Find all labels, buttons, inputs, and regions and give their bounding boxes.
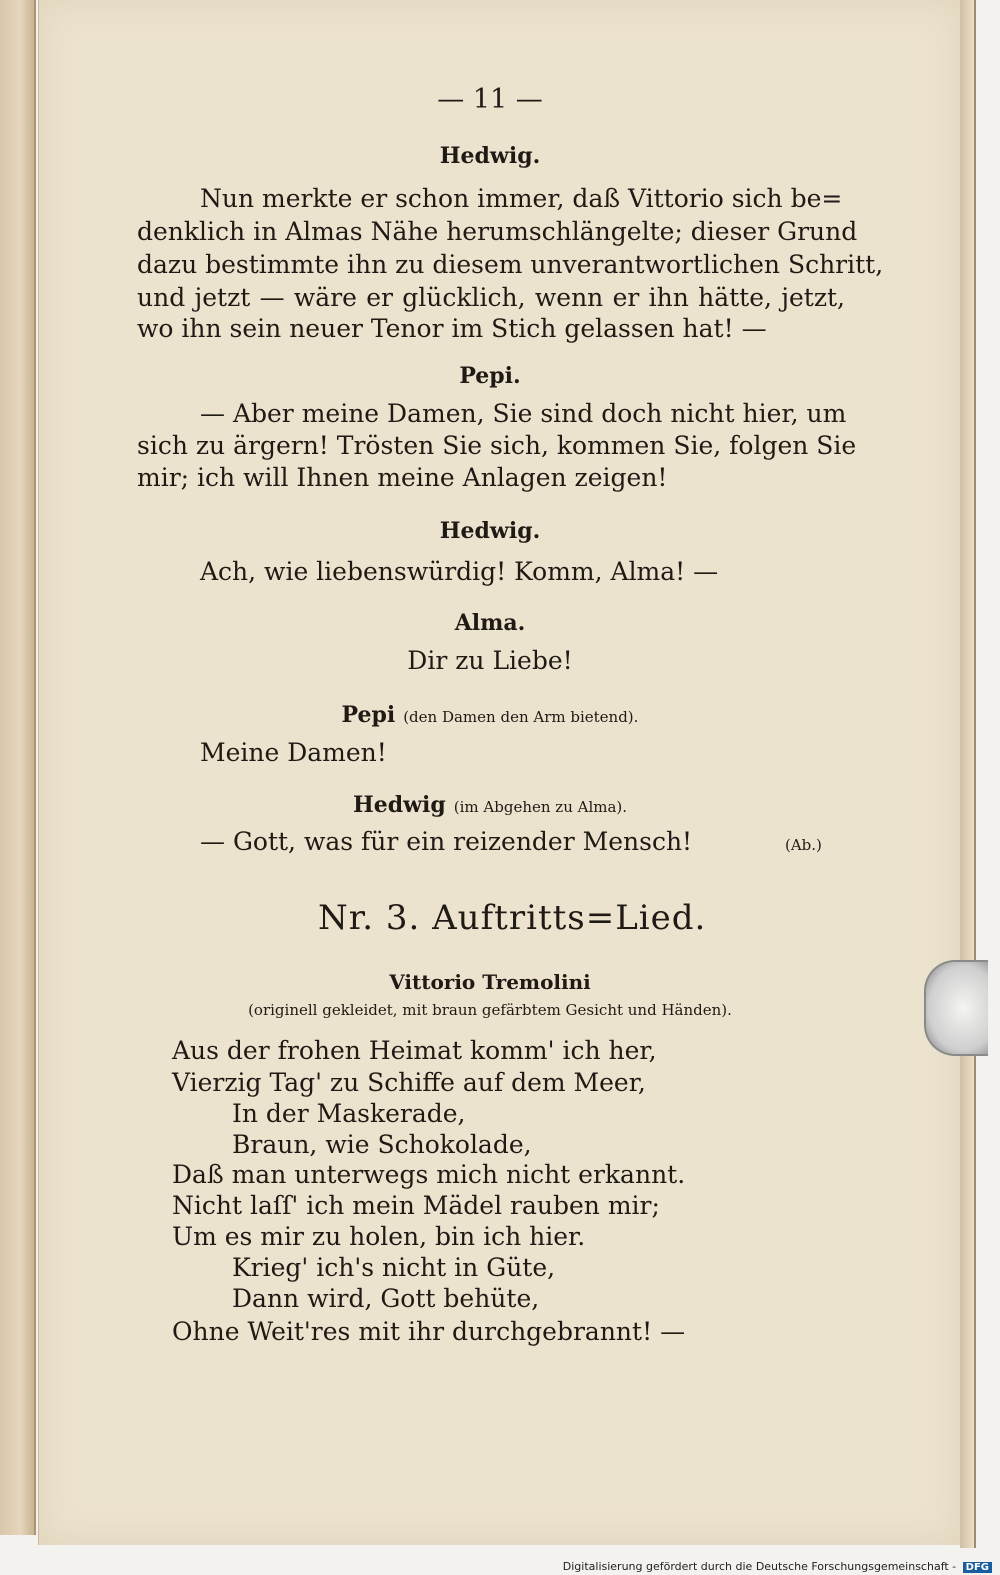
- song-direction: (originell gekleidet, mit braun gefärbtem Gesicht und Händen).: [248, 1001, 732, 1019]
- song-line: Vierzig Tag' zu Schiffe auf dem Meer,: [172, 1068, 646, 1097]
- digitization-credit: [563, 1560, 992, 1573]
- song-line: Aus der frohen Heimat komm' ich her,: [172, 1036, 657, 1065]
- text-line: denklich in Almas Nähe herumschlängelte; dieser Grund: [137, 217, 858, 246]
- facing-page-edge: [0, 0, 36, 1535]
- page-stack-edge: [960, 0, 976, 1548]
- song-line: Nicht laſſ' ich mein Mädel rauben mir;: [172, 1191, 660, 1220]
- text-line: mir; ich will Ihnen meine Anlagen zeigen!: [137, 463, 668, 492]
- text-line: sich zu ärgern! Trösten Sie sich, kommen Sie, folgen Sie: [137, 431, 857, 460]
- song-line: In der Maskerade,: [232, 1099, 466, 1128]
- speaker-pepi-1: Pepi.: [459, 363, 521, 389]
- stage-direction-exit: (Ab.): [785, 836, 822, 854]
- page-number: — 11 —: [437, 84, 543, 115]
- speaker-hedwig-2: Hedwig.: [439, 518, 541, 544]
- speaker-alma: Alma.: [454, 610, 526, 636]
- text-line: — Aber meine Damen, Sie sind doch nicht hier, um: [200, 399, 847, 428]
- song-line: Um es mir zu holen, bin ich hier.: [172, 1222, 586, 1251]
- text-line: — Gott, was für ein reizender Mensch!: [200, 827, 693, 856]
- song-line: Daß man unterwegs mich nicht erkannt.: [172, 1160, 686, 1189]
- speaker-name: Hedwig: [352, 792, 446, 818]
- text-line: Nun merkte er schon immer, daß Vittorio sich be=: [200, 184, 843, 213]
- text-line: Meine Damen!: [200, 738, 387, 767]
- song-line: Ohne Weit'res mit ihr durchgebrannt! —: [172, 1317, 686, 1346]
- speaker-pepi-2: [250, 698, 730, 733]
- song-line: Dann wird, Gott behüte,: [232, 1284, 540, 1313]
- speaker-hedwig-1: Hedwig.: [439, 143, 541, 169]
- song-line: Braun, wie Schokolade,: [232, 1130, 532, 1159]
- song-singer: Vittorio Tremolini: [389, 970, 591, 994]
- text-line: und jetzt — wäre er glücklich, wenn er ihn hätte, jetzt,: [137, 283, 845, 312]
- credit-text: Digitalisierung gefördert durch die Deutsche Forschungsgemeinschaft -: [562, 1560, 957, 1573]
- text-line: Ach, wie liebenswürdig! Komm, Alma! —: [200, 557, 719, 586]
- text-line: dazu bestimmte ihn zu diesem unverantwortlichen Schritt,: [137, 250, 884, 279]
- text-line: wo ihn sein neuer Tenor im Stich gelassen hat! —: [137, 314, 767, 343]
- song-title: Nr. 3. Auftritts=Lied.: [318, 898, 707, 938]
- song-line: Krieg' ich's nicht in Güte,: [232, 1253, 556, 1282]
- stage-direction: (den Damen den Arm bietend).: [403, 708, 639, 726]
- thumb-holding-page: [924, 960, 988, 1056]
- text-line: Dir zu Liebe!: [407, 646, 573, 675]
- dfg-logo: DFG: [963, 1562, 992, 1573]
- stage-direction: (im Abgehen zu Alma).: [453, 798, 628, 816]
- speaker-hedwig-3: [250, 788, 730, 823]
- speaker-name: Pepi: [341, 702, 396, 728]
